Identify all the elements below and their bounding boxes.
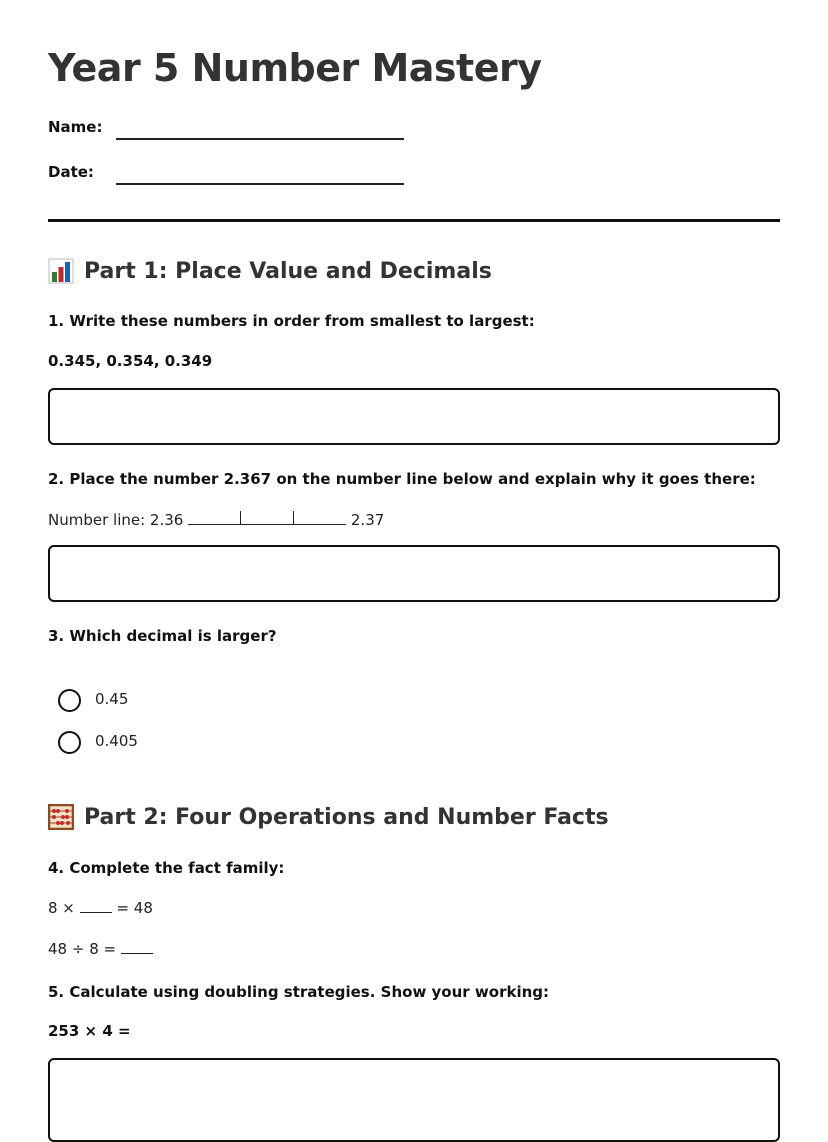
part1-heading <box>48 258 492 284</box>
option-0-405-radio[interactable] <box>58 731 81 754</box>
fact-family-line-2 <box>48 939 153 958</box>
question-1-prompt: 1. Write these numbers in order from smallest to largest: <box>48 312 535 330</box>
fact-family-line-1 <box>48 898 153 917</box>
question-1-answer-box[interactable] <box>48 388 780 445</box>
date-field[interactable] <box>116 183 404 185</box>
fact-line-1-blank[interactable] <box>80 898 112 913</box>
fact-line-1-start: 8 × <box>48 899 75 917</box>
question-2-answer-box[interactable] <box>48 545 780 602</box>
option-0-45-radio[interactable] <box>58 689 81 712</box>
question-5-answer-box[interactable] <box>48 1058 780 1142</box>
part2-heading <box>48 804 609 830</box>
question-1-numbers: 0.345, 0.354, 0.349 <box>48 352 213 370</box>
number-line-segment <box>294 510 346 525</box>
number-line-segment <box>241 510 293 525</box>
number-line-segment <box>188 510 240 525</box>
header-divider <box>48 219 780 222</box>
number-line-label: Number line: 2.36 <box>48 511 184 529</box>
question-3-prompt: 3. Which decimal is larger? <box>48 627 277 645</box>
name-label: Name: <box>48 118 103 136</box>
page-title: Year 5 Number Mastery <box>48 46 542 90</box>
option-0-45-label: 0.45 <box>95 690 129 708</box>
date-label: Date: <box>48 163 94 181</box>
number-line-end: 2.37 <box>350 511 385 529</box>
question-4-prompt: 4. Complete the fact family: <box>48 859 285 877</box>
part1-heading-text: Part 1: Place Value and Decimals <box>84 258 492 284</box>
number-line <box>48 510 384 529</box>
option-0-405-label: 0.405 <box>95 732 138 750</box>
fact-line-2-blank[interactable] <box>121 939 153 954</box>
question-5-prompt: 5. Calculate using doubling strategies. Show your working: <box>48 983 549 1001</box>
name-field[interactable] <box>116 138 404 140</box>
fact-line-2-start: 48 ÷ 8 = <box>48 940 117 958</box>
question-5-expression: 253 × 4 = <box>48 1022 131 1040</box>
part2-heading-text: Part 2: Four Operations and Number Facts <box>84 804 609 830</box>
question-2-prompt: 2. Place the number 2.367 on the number line below and explain why it goes there: <box>48 470 756 488</box>
abacus-icon <box>48 804 74 830</box>
bar-chart-icon <box>48 258 74 284</box>
fact-line-1-end: = 48 <box>116 899 153 917</box>
